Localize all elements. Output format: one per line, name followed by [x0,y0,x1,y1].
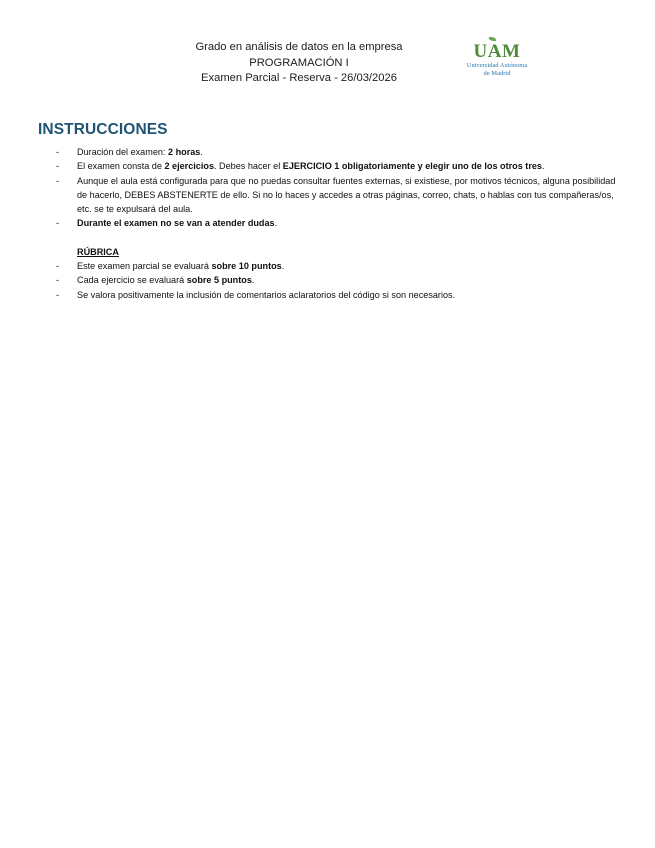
item-text-part: . Debes hacer el [214,161,283,172]
item-text [77,273,622,287]
item-text-part: Cada ejercicio se evaluará [77,275,187,286]
item-text-part: El examen consta de [77,161,165,172]
logo-city-line: de Madrid [483,69,511,77]
item-text-part: . [251,275,255,286]
item-text: Se valora positivamente la inclusión de comentarios aclaratorios del código si son necesarios. [77,289,456,300]
instructions-heading: INSTRUCCIONES [38,121,168,138]
course-line: PROGRAMACIÓN I [249,56,349,69]
item-bold-text: 2 ejercicios [164,161,214,172]
list-item [56,288,622,302]
item-text-part: . [281,261,285,272]
list-item [56,273,622,287]
item-text-part: Este examen parcial se evaluará [77,261,212,272]
logo-university-line: Universidad Autónoma [466,62,528,69]
item-text [77,259,622,273]
bullet-dash: - [56,289,60,300]
item-text-part: . [200,147,203,157]
rubrica-heading: RÚBRICA [77,246,119,257]
list-item [56,145,622,159]
list-item [56,174,622,217]
list-item [56,159,622,173]
item-bold-text: EJERCICIO 1 obligatoriamente y elegir uno de los otros tres [282,161,542,172]
bullet-dash: - [56,147,60,157]
item-text-part: . [274,218,278,229]
list-item [56,259,622,273]
logo-mark-text: UAM [473,41,521,62]
degree-line: Grado en análisis de datos en la empresa [195,41,403,53]
item-text: Aunque el aula está configurada para que no puedas consultar fuentes externas, si existiese, por motivos técnicos, alguna posibilidad de hacerlo, DEBES ABSTENERTE de ello. Si no lo haces y accedes a otras páginas, correo, chats, o hablas con tus compañeras/os, etc. se te expulsará del aula. [77,175,616,215]
uam-logo [452,42,542,84]
bullet-dash: - [56,275,60,286]
item-text-part: Duración del examen: [77,147,168,157]
bullet-dash: - [56,218,60,229]
item-bold-text: sobre 10 puntos [211,261,282,272]
item-text [77,145,622,159]
exam-line: Examen Parcial - Reserva - 26/03/2026 [201,72,397,84]
bullet-dash: - [56,161,60,172]
logo-mark [474,42,521,62]
item-bold-text: 2 horas [168,147,201,157]
bullet-dash: - [56,175,60,186]
list-item [56,216,622,230]
instructions-list [56,145,622,302]
document-header [150,40,448,87]
item-text [77,216,622,230]
item-bold-text: sobre 5 puntos [186,275,252,286]
item-bold-text: Durante el examen no se van a atender dudas [77,218,275,229]
bullet-dash: - [56,261,60,272]
item-text [77,159,622,173]
item-text-part: . [541,161,545,172]
